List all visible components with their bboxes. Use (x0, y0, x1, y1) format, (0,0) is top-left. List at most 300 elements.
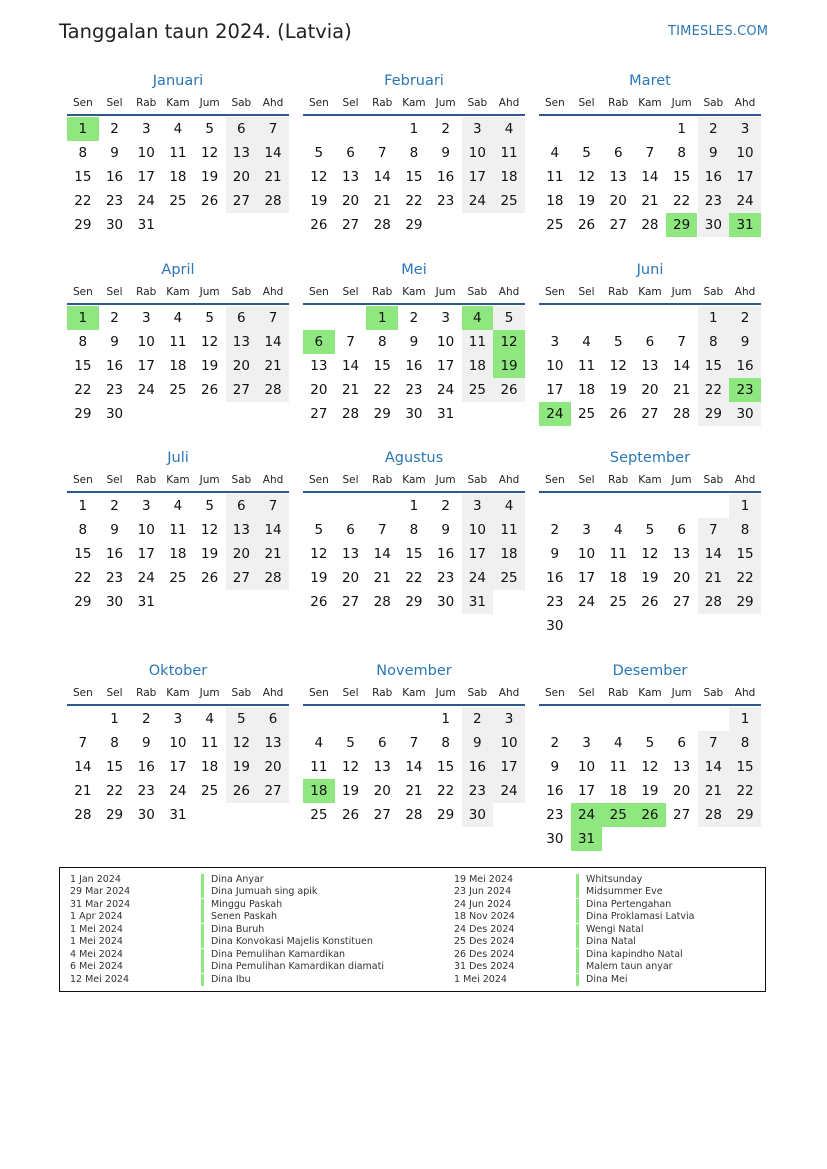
day-cell[interactable]: 10 (462, 141, 494, 165)
day-cell[interactable]: 11 (310, 759, 328, 775)
day-cell[interactable]: 30 (105, 594, 124, 610)
day-cell[interactable]: 27 (341, 594, 360, 610)
day-cell[interactable]: 5 (346, 735, 355, 751)
day-cell[interactable]: 20 (226, 354, 258, 378)
day-cell[interactable]: 9 (550, 546, 560, 562)
day-cell[interactable]: 14 (257, 141, 289, 165)
holiday-day-cell[interactable]: 1 (366, 306, 398, 330)
day-cell[interactable]: 22 (405, 570, 423, 586)
day-cell[interactable]: 5 (205, 498, 214, 514)
day-cell[interactable]: 4 (314, 735, 324, 751)
day-cell[interactable]: 2 (550, 735, 560, 751)
day-cell[interactable]: 11 (169, 334, 187, 350)
day-cell[interactable]: 22 (729, 566, 761, 590)
day-cell[interactable]: 17 (462, 542, 494, 566)
day-cell[interactable]: 5 (314, 145, 324, 161)
day-cell[interactable]: 11 (493, 518, 525, 542)
day-cell[interactable]: 16 (105, 169, 124, 185)
day-cell[interactable]: 7 (409, 735, 419, 751)
day-cell[interactable]: 22 (105, 783, 124, 799)
day-cell[interactable]: 28 (74, 807, 92, 823)
day-cell[interactable]: 13 (673, 759, 691, 775)
day-cell[interactable]: 7 (377, 145, 387, 161)
day-cell[interactable]: 14 (698, 542, 730, 566)
day-cell[interactable]: 15 (105, 759, 124, 775)
day-cell[interactable]: 10 (462, 518, 494, 542)
holiday-day-cell[interactable]: 31 (729, 213, 761, 237)
day-cell[interactable]: 4 (613, 522, 623, 538)
day-cell[interactable]: 10 (137, 334, 155, 350)
day-cell[interactable]: 12 (641, 546, 659, 562)
day-cell[interactable]: 15 (74, 358, 92, 374)
day-cell[interactable]: 14 (673, 358, 691, 374)
day-cell[interactable]: 26 (641, 594, 659, 610)
day-cell[interactable]: 21 (673, 382, 691, 398)
day-cell[interactable]: 19 (310, 570, 328, 586)
day-cell[interactable]: 19 (201, 546, 219, 562)
day-cell[interactable]: 22 (729, 779, 761, 803)
day-cell[interactable]: 2 (462, 707, 494, 731)
day-cell[interactable]: 25 (169, 193, 187, 209)
day-cell[interactable]: 21 (698, 779, 730, 803)
day-cell[interactable]: 24 (137, 193, 155, 209)
day-cell[interactable]: 9 (110, 145, 119, 161)
day-cell[interactable]: 17 (729, 165, 761, 189)
day-cell[interactable]: 7 (377, 522, 387, 538)
day-cell[interactable]: 15 (373, 358, 391, 374)
day-cell[interactable]: 3 (141, 121, 151, 137)
day-cell[interactable]: 28 (257, 566, 289, 590)
day-cell[interactable]: 9 (441, 145, 450, 161)
day-cell[interactable]: 14 (373, 546, 391, 562)
day-cell[interactable]: 3 (141, 498, 151, 514)
day-cell[interactable]: 28 (341, 406, 360, 422)
day-cell[interactable]: 10 (577, 759, 596, 775)
day-cell[interactable]: 29 (105, 807, 124, 823)
day-cell[interactable]: 20 (609, 193, 627, 209)
day-cell[interactable]: 11 (546, 169, 564, 185)
day-cell[interactable]: 6 (613, 145, 623, 161)
day-cell[interactable]: 17 (493, 755, 525, 779)
day-cell[interactable]: 23 (698, 189, 730, 213)
day-cell[interactable]: 25 (201, 783, 219, 799)
day-cell[interactable]: 12 (641, 759, 659, 775)
day-cell[interactable]: 12 (226, 731, 258, 755)
day-cell[interactable]: 14 (341, 358, 360, 374)
day-cell[interactable]: 5 (645, 735, 655, 751)
day-cell[interactable]: 16 (137, 759, 155, 775)
day-cell[interactable]: 3 (441, 310, 450, 326)
holiday-day-cell[interactable]: 6 (303, 330, 335, 354)
day-cell[interactable]: 20 (226, 542, 258, 566)
day-cell[interactable]: 20 (310, 382, 328, 398)
day-cell[interactable]: 21 (698, 566, 730, 590)
day-cell[interactable]: 7 (645, 145, 655, 161)
day-cell[interactable]: 31 (437, 406, 455, 422)
day-cell[interactable]: 25 (493, 189, 525, 213)
day-cell[interactable]: 28 (373, 217, 391, 233)
day-cell[interactable]: 27 (226, 189, 258, 213)
day-cell[interactable]: 22 (373, 382, 391, 398)
day-cell[interactable]: 19 (641, 783, 659, 799)
day-cell[interactable]: 29 (373, 406, 391, 422)
day-cell[interactable]: 6 (346, 145, 355, 161)
day-cell[interactable]: 6 (226, 306, 258, 330)
day-cell[interactable]: 14 (405, 759, 423, 775)
day-cell[interactable]: 12 (341, 759, 360, 775)
day-cell[interactable]: 23 (105, 570, 124, 586)
day-cell[interactable]: 13 (341, 169, 360, 185)
day-cell[interactable]: 17 (577, 570, 596, 586)
day-cell[interactable]: 12 (310, 169, 328, 185)
day-cell[interactable]: 27 (373, 807, 391, 823)
day-cell[interactable]: 17 (577, 783, 596, 799)
day-cell[interactable]: 14 (257, 330, 289, 354)
day-cell[interactable]: 14 (641, 169, 659, 185)
day-cell[interactable]: 5 (226, 707, 258, 731)
day-cell[interactable]: 17 (437, 358, 455, 374)
day-cell[interactable]: 10 (169, 735, 187, 751)
day-cell[interactable]: 11 (169, 145, 187, 161)
day-cell[interactable]: 16 (105, 358, 124, 374)
day-cell[interactable]: 1 (729, 707, 761, 731)
day-cell[interactable]: 1 (110, 711, 119, 727)
day-cell[interactable]: 15 (74, 169, 92, 185)
day-cell[interactable]: 6 (645, 334, 655, 350)
day-cell[interactable]: 13 (641, 358, 659, 374)
day-cell[interactable]: 14 (373, 169, 391, 185)
day-cell[interactable]: 28 (698, 590, 730, 614)
day-cell[interactable]: 20 (257, 755, 289, 779)
day-cell[interactable]: 25 (493, 566, 525, 590)
day-cell[interactable]: 24 (137, 382, 155, 398)
day-cell[interactable]: 28 (373, 594, 391, 610)
day-cell[interactable]: 24 (169, 783, 187, 799)
day-cell[interactable]: 22 (74, 570, 92, 586)
day-cell[interactable]: 13 (310, 358, 328, 374)
day-cell[interactable]: 11 (169, 522, 187, 538)
day-cell[interactable]: 19 (310, 193, 328, 209)
day-cell[interactable]: 6 (377, 735, 387, 751)
day-cell[interactable]: 22 (437, 783, 455, 799)
day-cell[interactable]: 23 (546, 594, 564, 610)
day-cell[interactable]: 17 (169, 759, 187, 775)
day-cell[interactable]: 4 (582, 334, 591, 350)
day-cell[interactable]: 17 (137, 358, 155, 374)
day-cell[interactable]: 27 (257, 779, 289, 803)
day-cell[interactable]: 20 (641, 382, 659, 398)
day-cell[interactable]: 10 (493, 731, 525, 755)
day-cell[interactable]: 22 (698, 378, 730, 402)
day-cell[interactable]: 11 (462, 330, 494, 354)
day-cell[interactable]: 29 (74, 406, 92, 422)
day-cell[interactable]: 4 (173, 498, 183, 514)
day-cell[interactable]: 15 (729, 755, 761, 779)
day-cell[interactable]: 6 (346, 522, 355, 538)
day-cell[interactable]: 11 (493, 141, 525, 165)
day-cell[interactable]: 5 (205, 310, 214, 326)
holiday-day-cell[interactable]: 18 (303, 779, 335, 803)
day-cell[interactable]: 18 (609, 783, 627, 799)
day-cell[interactable]: 9 (698, 141, 730, 165)
day-cell[interactable]: 8 (729, 518, 761, 542)
day-cell[interactable]: 15 (729, 542, 761, 566)
day-cell[interactable]: 29 (74, 594, 92, 610)
day-cell[interactable]: 15 (673, 169, 691, 185)
day-cell[interactable]: 26 (493, 378, 525, 402)
day-cell[interactable]: 13 (373, 759, 391, 775)
day-cell[interactable]: 15 (74, 546, 92, 562)
day-cell[interactable]: 30 (546, 618, 564, 634)
day-cell[interactable]: 18 (609, 570, 627, 586)
day-cell[interactable]: 18 (201, 759, 219, 775)
day-cell[interactable]: 30 (729, 402, 761, 426)
day-cell[interactable]: 21 (641, 193, 659, 209)
day-cell[interactable]: 8 (677, 145, 686, 161)
day-cell[interactable]: 8 (78, 145, 88, 161)
day-cell[interactable]: 7 (257, 117, 289, 141)
day-cell[interactable]: 22 (74, 382, 92, 398)
day-cell[interactable]: 20 (341, 193, 360, 209)
holiday-day-cell[interactable]: 12 (493, 330, 525, 354)
day-cell[interactable]: 30 (105, 406, 124, 422)
day-cell[interactable]: 23 (105, 193, 124, 209)
day-cell[interactable]: 2 (550, 522, 560, 538)
day-cell[interactable]: 26 (201, 570, 219, 586)
day-cell[interactable]: 4 (173, 310, 183, 326)
day-cell[interactable]: 20 (673, 783, 691, 799)
day-cell[interactable]: 22 (673, 193, 691, 209)
day-cell[interactable]: 2 (409, 310, 419, 326)
day-cell[interactable]: 25 (577, 406, 596, 422)
day-cell[interactable]: 2 (110, 121, 119, 137)
day-cell[interactable]: 3 (582, 522, 591, 538)
day-cell[interactable]: 10 (729, 141, 761, 165)
day-cell[interactable]: 18 (493, 542, 525, 566)
day-cell[interactable]: 15 (437, 759, 455, 775)
day-cell[interactable]: 7 (677, 334, 686, 350)
day-cell[interactable]: 19 (641, 570, 659, 586)
day-cell[interactable]: 9 (110, 522, 119, 538)
day-cell[interactable]: 6 (226, 494, 258, 518)
day-cell[interactable]: 25 (609, 594, 627, 610)
day-cell[interactable]: 15 (698, 354, 730, 378)
day-cell[interactable]: 6 (677, 735, 686, 751)
day-cell[interactable]: 25 (169, 570, 187, 586)
day-cell[interactable]: 26 (310, 217, 328, 233)
day-cell[interactable]: 10 (137, 145, 155, 161)
day-cell[interactable]: 31 (169, 807, 187, 823)
day-cell[interactable]: 21 (257, 165, 289, 189)
day-cell[interactable]: 16 (546, 570, 564, 586)
day-cell[interactable]: 23 (105, 382, 124, 398)
day-cell[interactable]: 8 (377, 334, 387, 350)
day-cell[interactable]: 26 (310, 594, 328, 610)
day-cell[interactable]: 16 (437, 169, 455, 185)
day-cell[interactable]: 9 (729, 330, 761, 354)
day-cell[interactable]: 13 (226, 518, 258, 542)
day-cell[interactable]: 18 (462, 354, 494, 378)
day-cell[interactable]: 13 (609, 169, 627, 185)
day-cell[interactable]: 24 (437, 382, 455, 398)
day-cell[interactable]: 12 (201, 522, 219, 538)
day-cell[interactable]: 8 (441, 735, 450, 751)
brand-logo-text[interactable]: TIMESLES.COM (668, 24, 769, 39)
day-cell[interactable]: 10 (577, 546, 596, 562)
holiday-day-cell[interactable]: 1 (67, 117, 99, 141)
day-cell[interactable]: 23 (137, 783, 155, 799)
day-cell[interactable]: 5 (613, 334, 623, 350)
day-cell[interactable]: 19 (201, 358, 219, 374)
day-cell[interactable]: 7 (346, 334, 355, 350)
day-cell[interactable]: 18 (169, 169, 187, 185)
day-cell[interactable]: 14 (698, 755, 730, 779)
day-cell[interactable]: 3 (493, 707, 525, 731)
day-cell[interactable]: 16 (405, 358, 423, 374)
day-cell[interactable]: 2 (729, 306, 761, 330)
holiday-day-cell[interactable]: 4 (462, 306, 494, 330)
day-cell[interactable]: 24 (577, 594, 596, 610)
day-cell[interactable]: 2 (441, 121, 450, 137)
day-cell[interactable]: 18 (577, 382, 596, 398)
day-cell[interactable]: 25 (462, 378, 494, 402)
day-cell[interactable]: 30 (546, 831, 564, 847)
day-cell[interactable]: 4 (493, 117, 525, 141)
day-cell[interactable]: 29 (74, 217, 92, 233)
day-cell[interactable]: 29 (729, 590, 761, 614)
day-cell[interactable]: 27 (226, 566, 258, 590)
day-cell[interactable]: 13 (257, 731, 289, 755)
holiday-day-cell[interactable]: 1 (67, 306, 99, 330)
day-cell[interactable]: 6 (226, 117, 258, 141)
day-cell[interactable]: 2 (110, 498, 119, 514)
day-cell[interactable]: 1 (409, 121, 419, 137)
day-cell[interactable]: 28 (257, 189, 289, 213)
day-cell[interactable]: 26 (226, 779, 258, 803)
day-cell[interactable]: 8 (78, 522, 88, 538)
day-cell[interactable]: 21 (257, 354, 289, 378)
day-cell[interactable]: 3 (582, 735, 591, 751)
day-cell[interactable]: 4 (205, 711, 214, 727)
day-cell[interactable]: 17 (137, 546, 155, 562)
day-cell[interactable]: 29 (437, 807, 455, 823)
day-cell[interactable]: 18 (546, 193, 564, 209)
day-cell[interactable]: 7 (78, 735, 88, 751)
day-cell[interactable]: 21 (405, 783, 423, 799)
day-cell[interactable]: 16 (729, 354, 761, 378)
day-cell[interactable]: 14 (74, 759, 92, 775)
day-cell[interactable]: 14 (257, 518, 289, 542)
day-cell[interactable]: 7 (257, 306, 289, 330)
day-cell[interactable]: 26 (341, 807, 360, 823)
day-cell[interactable]: 17 (546, 382, 564, 398)
day-cell[interactable]: 11 (577, 358, 596, 374)
day-cell[interactable]: 29 (698, 402, 730, 426)
day-cell[interactable]: 11 (609, 546, 627, 562)
holiday-day-cell[interactable]: 24 (539, 402, 571, 426)
day-cell[interactable]: 19 (577, 193, 596, 209)
day-cell[interactable]: 12 (609, 358, 627, 374)
day-cell[interactable]: 20 (673, 570, 691, 586)
day-cell[interactable]: 13 (226, 330, 258, 354)
day-cell[interactable]: 30 (405, 406, 423, 422)
day-cell[interactable]: 1 (698, 306, 730, 330)
day-cell[interactable]: 19 (341, 783, 360, 799)
day-cell[interactable]: 9 (441, 522, 450, 538)
day-cell[interactable]: 28 (698, 803, 730, 827)
day-cell[interactable]: 30 (437, 594, 455, 610)
day-cell[interactable]: 19 (226, 755, 258, 779)
day-cell[interactable]: 11 (201, 735, 219, 751)
day-cell[interactable]: 26 (577, 217, 596, 233)
holiday-day-cell[interactable]: 25 (602, 803, 634, 827)
day-cell[interactable]: 5 (314, 522, 324, 538)
day-cell[interactable]: 27 (226, 378, 258, 402)
day-cell[interactable]: 13 (341, 546, 360, 562)
day-cell[interactable]: 28 (405, 807, 423, 823)
day-cell[interactable]: 10 (546, 358, 564, 374)
day-cell[interactable]: 3 (462, 494, 494, 518)
day-cell[interactable]: 16 (546, 783, 564, 799)
day-cell[interactable]: 27 (641, 406, 659, 422)
day-cell[interactable]: 10 (137, 522, 155, 538)
day-cell[interactable]: 31 (137, 594, 155, 610)
day-cell[interactable]: 16 (105, 546, 124, 562)
day-cell[interactable]: 17 (137, 169, 155, 185)
day-cell[interactable]: 5 (582, 145, 591, 161)
day-cell[interactable]: 25 (310, 807, 328, 823)
day-cell[interactable]: 1 (409, 498, 419, 514)
day-cell[interactable]: 9 (462, 731, 494, 755)
day-cell[interactable]: 16 (437, 546, 455, 562)
day-cell[interactable]: 30 (105, 217, 124, 233)
day-cell[interactable]: 18 (169, 546, 187, 562)
day-cell[interactable]: 29 (405, 217, 423, 233)
day-cell[interactable]: 11 (609, 759, 627, 775)
day-cell[interactable]: 5 (493, 306, 525, 330)
day-cell[interactable]: 23 (462, 779, 494, 803)
day-cell[interactable]: 18 (169, 358, 187, 374)
day-cell[interactable]: 3 (550, 334, 560, 350)
day-cell[interactable]: 23 (546, 807, 564, 823)
day-cell[interactable]: 9 (141, 735, 151, 751)
day-cell[interactable]: 3 (462, 117, 494, 141)
day-cell[interactable]: 6 (257, 707, 289, 731)
day-cell[interactable]: 13 (226, 141, 258, 165)
day-cell[interactable]: 22 (74, 193, 92, 209)
day-cell[interactable]: 24 (462, 189, 494, 213)
day-cell[interactable]: 9 (409, 334, 419, 350)
day-cell[interactable]: 31 (137, 217, 155, 233)
day-cell[interactable]: 15 (405, 169, 423, 185)
day-cell[interactable]: 21 (373, 193, 391, 209)
day-cell[interactable]: 4 (613, 735, 623, 751)
day-cell[interactable]: 30 (698, 213, 730, 237)
day-cell[interactable]: 27 (310, 406, 328, 422)
day-cell[interactable]: 15 (405, 546, 423, 562)
day-cell[interactable]: 7 (257, 494, 289, 518)
day-cell[interactable]: 26 (609, 406, 627, 422)
day-cell[interactable]: 24 (462, 566, 494, 590)
day-cell[interactable]: 8 (729, 731, 761, 755)
day-cell[interactable]: 30 (137, 807, 155, 823)
day-cell[interactable]: 20 (341, 570, 360, 586)
day-cell[interactable]: 8 (409, 145, 419, 161)
day-cell[interactable]: 20 (226, 165, 258, 189)
day-cell[interactable]: 4 (493, 494, 525, 518)
holiday-day-cell[interactable]: 24 (571, 803, 603, 827)
day-cell[interactable]: 9 (550, 759, 560, 775)
